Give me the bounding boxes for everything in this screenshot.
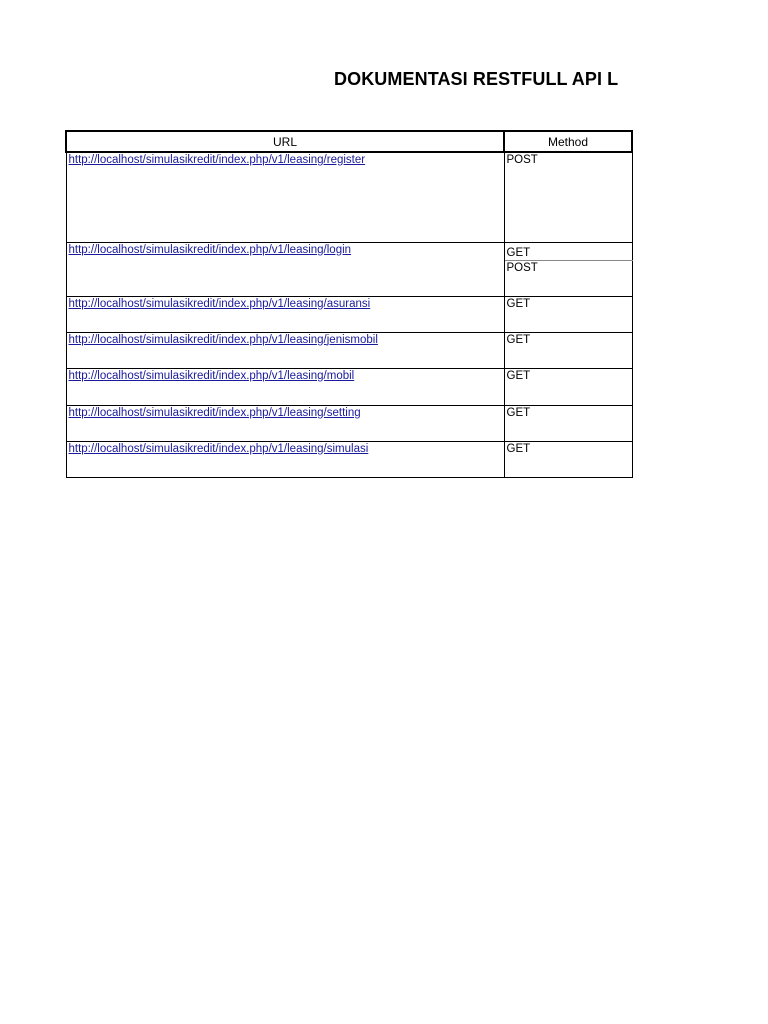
table-row <box>66 441 632 477</box>
method-cell: POST <box>504 260 632 296</box>
url-cell <box>66 296 504 332</box>
url-cell <box>66 242 504 296</box>
endpoint-link-login[interactable]: http://localhost/simulasikredit/index.php/v1/leasing/login <box>68 243 352 256</box>
method-cell: POST <box>504 152 632 242</box>
api-endpoints-table <box>65 130 633 478</box>
url-column-header: URL <box>66 131 504 152</box>
endpoint-link-mobil[interactable]: http://localhost/simulasikredit/index.php/v1/leasing/mobil <box>68 369 355 382</box>
document-title: DOKUMENTASI RESTFULL API L <box>334 69 619 89</box>
endpoint-link-jenismobil[interactable]: http://localhost/simulasikredit/index.php/v1/leasing/jenismobil <box>68 333 378 346</box>
table-row <box>66 368 632 405</box>
method-column-header: Method <box>504 131 632 152</box>
table-row <box>66 296 632 332</box>
method-cell: GET <box>504 296 632 332</box>
table-row <box>66 152 632 242</box>
endpoint-link-setting[interactable]: http://localhost/simulasikredit/index.php/v1/leasing/setting <box>68 406 361 419</box>
endpoint-link-asuransi[interactable]: http://localhost/simulasikredit/index.php/v1/leasing/asuransi <box>68 297 371 310</box>
table-row <box>66 332 632 368</box>
method-cell: GET <box>504 242 632 260</box>
method-cell: GET <box>504 405 632 441</box>
table-row <box>66 242 632 260</box>
url-cell <box>66 332 504 368</box>
method-cell: GET <box>504 441 632 477</box>
table-row <box>66 405 632 441</box>
method-cell: GET <box>504 368 632 405</box>
endpoint-link-register[interactable]: http://localhost/simulasikredit/index.php/v1/leasing/register <box>68 154 366 166</box>
endpoint-link-simulasi[interactable]: http://localhost/simulasikredit/index.php/v1/leasing/simulasi <box>68 442 369 455</box>
url-cell <box>66 441 504 477</box>
table-header-row <box>66 131 632 152</box>
url-cell <box>66 405 504 441</box>
url-cell <box>66 152 504 242</box>
method-cell: GET <box>504 332 632 368</box>
url-cell <box>66 368 504 405</box>
